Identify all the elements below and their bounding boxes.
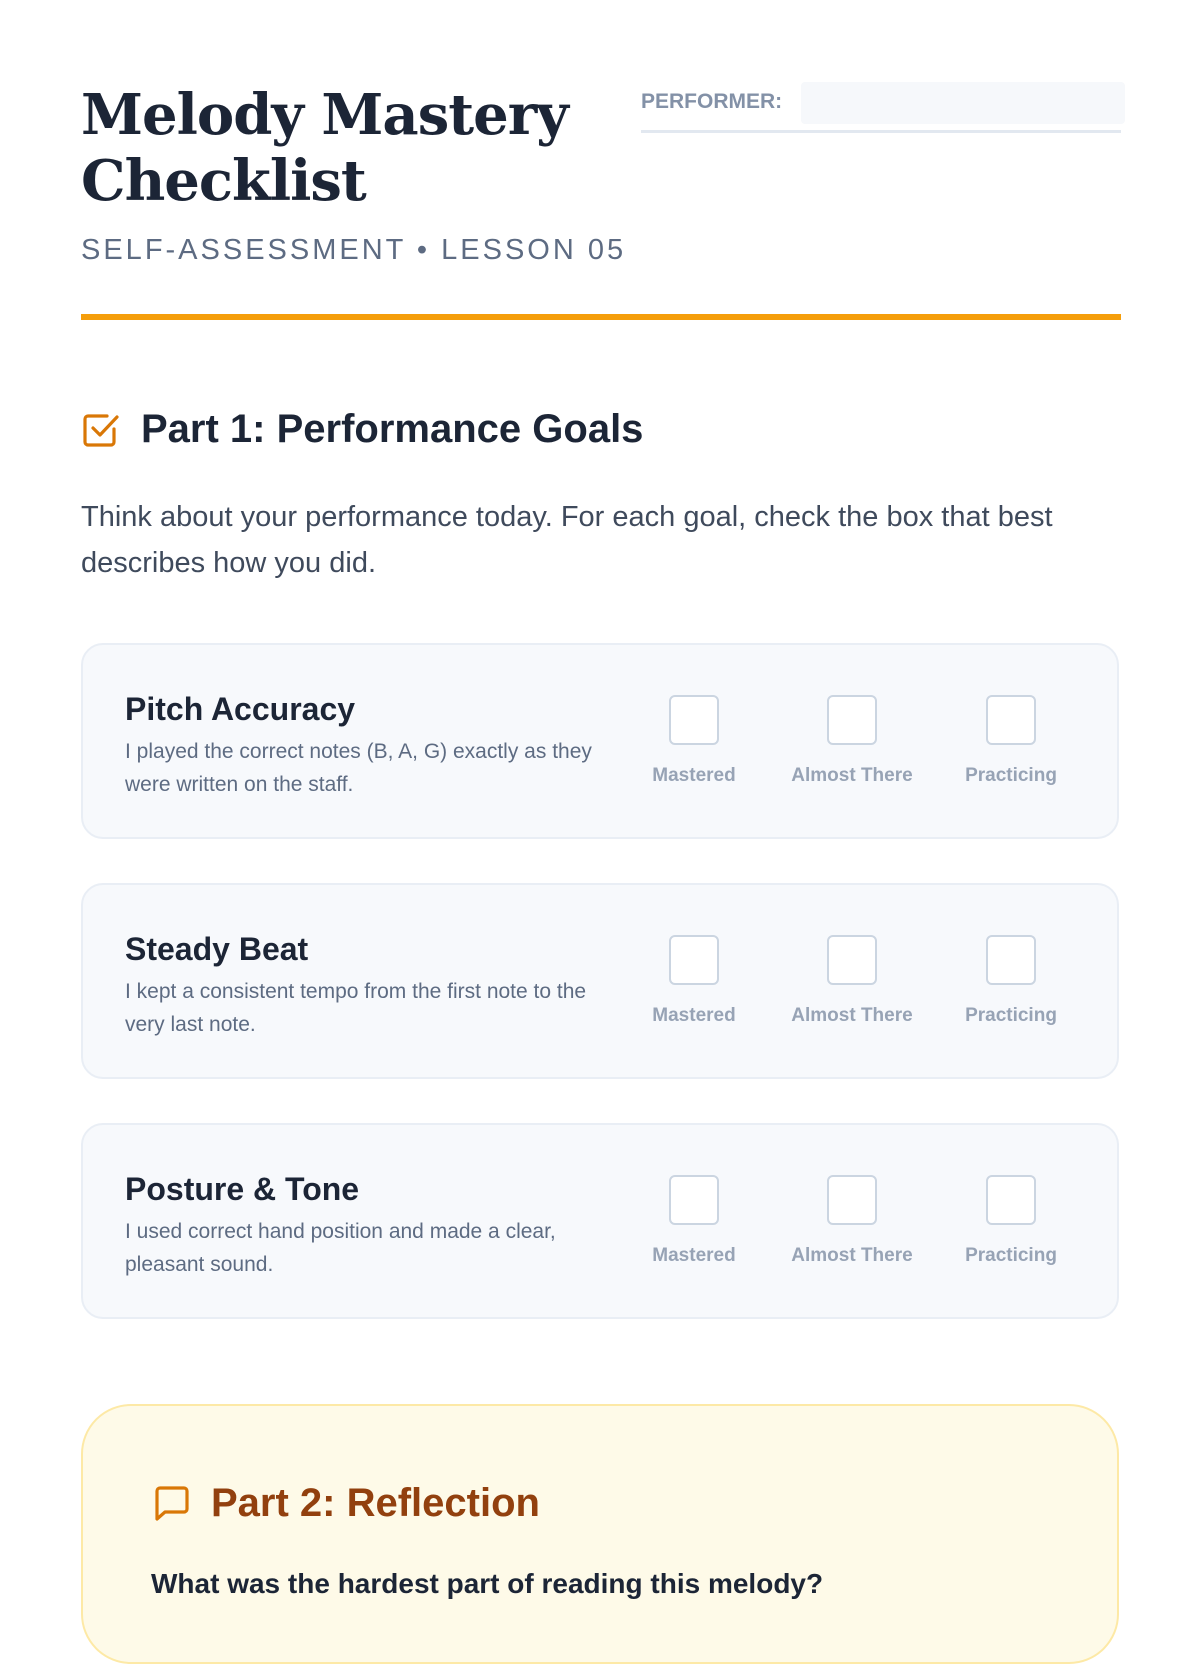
option-label: Practicing [965, 1245, 1057, 1266]
reflection-panel [81, 1404, 1119, 1664]
option-label: Almost There [791, 765, 913, 786]
part2-title: Part 2: Reflection [211, 1480, 540, 1525]
option-label: Mastered [652, 765, 736, 786]
option-practicing [946, 695, 1076, 787]
mastered-checkbox[interactable] [669, 1175, 719, 1225]
practicing-checkbox[interactable] [986, 935, 1036, 985]
goal-card [81, 883, 1119, 1079]
goal-title: Posture & Tone [125, 1171, 360, 1207]
option-label: Mastered [652, 1245, 736, 1266]
goal-title: Steady Beat [125, 931, 309, 967]
practicing-checkbox[interactable] [986, 1175, 1036, 1225]
part1-instructions: Think about your performance today. For each goal, check the box that best describes how you did. [81, 501, 1053, 579]
option-practicing [946, 1175, 1076, 1267]
part1-heading [81, 404, 643, 454]
practicing-checkbox[interactable] [986, 695, 1036, 745]
goal-card [81, 1123, 1119, 1319]
almost-there-checkbox[interactable] [827, 1175, 877, 1225]
option-mastered [629, 695, 759, 787]
option-mastered [629, 1175, 759, 1267]
checkbox-icon [81, 409, 121, 449]
goal-description: I used correct hand position and made a clear, pleasant sound. [125, 1220, 556, 1276]
mastered-checkbox[interactable] [669, 695, 719, 745]
option-label: Practicing [965, 765, 1057, 786]
option-practicing [946, 935, 1076, 1027]
option-almost-there [787, 1175, 917, 1267]
header [81, 82, 1121, 322]
option-label: Almost There [791, 1245, 913, 1266]
option-label: Almost There [791, 1005, 913, 1026]
option-label: Practicing [965, 1005, 1057, 1026]
option-label: Mastered [652, 1005, 736, 1026]
speech-bubble-icon [151, 1483, 191, 1523]
header-divider [81, 314, 1121, 320]
goal-description: I played the correct notes (B, A, G) exactly as they were written on the staff. [125, 740, 592, 796]
option-mastered [629, 935, 759, 1027]
reflection-question: What was the hardest part of reading this melody? [151, 1568, 824, 1599]
option-almost-there [787, 695, 917, 787]
almost-there-checkbox[interactable] [827, 935, 877, 985]
performer-input[interactable] [801, 82, 1125, 124]
almost-there-checkbox[interactable] [827, 695, 877, 745]
option-almost-there [787, 935, 917, 1027]
goal-title: Pitch Accuracy [125, 691, 356, 727]
page-title: Melody Mastery Checklist [81, 82, 568, 214]
goal-card [81, 643, 1119, 839]
mastered-checkbox[interactable] [669, 935, 719, 985]
page-subtitle: SELF-ASSESSMENT • LESSON 05 [81, 234, 627, 266]
part1-title: Part 1: Performance Goals [141, 406, 644, 451]
part2-heading [151, 1478, 540, 1528]
goal-description: I kept a consistent tempo from the first note to the very last note. [125, 980, 587, 1036]
performer-label: PERFORMER: [641, 90, 783, 113]
performer-field [641, 82, 1121, 133]
